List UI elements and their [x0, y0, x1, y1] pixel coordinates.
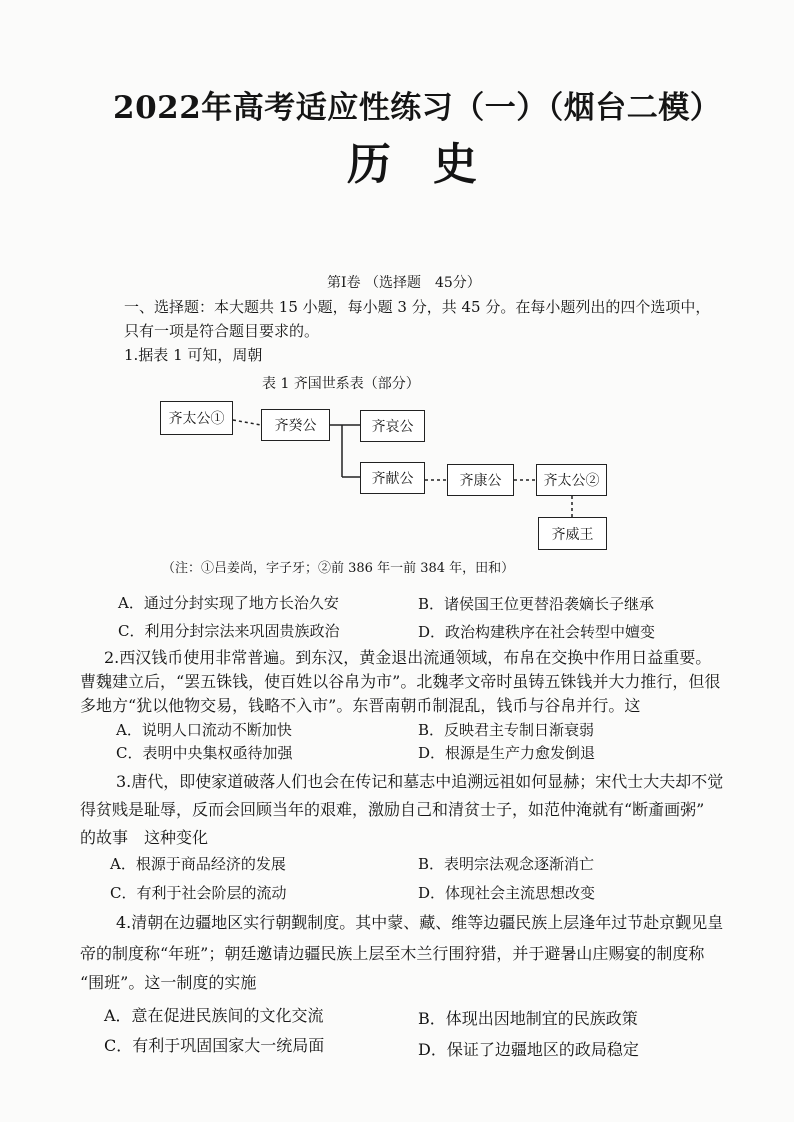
node-qi-kanggong: 齐康公: [447, 464, 514, 496]
q4-option-d: D．保证了边疆地区的政局稳定: [418, 1040, 639, 1059]
q4-line-2: 帝的制度称“年班”；朝廷邀请边疆民族上层至木兰行围狩猎，并于避暑山庄赐宴的制度称: [80, 944, 705, 963]
q1-note: （注：①吕姜尚，字子牙；②前 386 年一前 384 年，田和）: [162, 561, 515, 576]
q4-line-3: “围班”。这一制度的实施: [80, 973, 257, 992]
node-qi-xiangong: 齐献公: [360, 462, 425, 494]
instructions-line-2: 只有一项是符合题目要求的。: [124, 322, 320, 340]
q4-option-b: B．体现出因地制宜的民族政策: [418, 1009, 638, 1028]
node-qi-taigong-1: 齐太公①: [160, 401, 233, 435]
q2-option-a: A．说明人口流动不断加快: [116, 721, 292, 739]
q4-option-c: C．有利于巩固国家大一统局面: [104, 1036, 325, 1055]
q1-option-d: D．政治构建秩序在社会转型中嬗变: [418, 623, 656, 641]
q4-line-1: 4.清朝在边疆地区实行朝觐制度。其中蒙、藏、维等边疆民族上层逢年过节赴京觐见皇: [116, 913, 724, 932]
q3-option-a: A．根源于商品经济的发展: [110, 855, 286, 873]
q2-option-b: B．反映君主专制日渐衰弱: [418, 721, 595, 739]
instructions-line-1: 一、选择题：本大题共 15 小题，每小题 3 分，共 45 分。在每小题列出的四个选项中，: [124, 298, 711, 316]
q1-option-a: A．通过分封实现了地方长治久安: [118, 594, 339, 612]
q2-option-d: D．根源是生产力愈发倒退: [418, 744, 596, 762]
volume-heading: 第Ⅰ卷 （选择题 45分）: [327, 275, 481, 291]
node-qi-aigong: 齐哀公: [360, 410, 425, 442]
q1-table-title: 表 1 齐国世系表（部分）: [262, 376, 420, 392]
q3-option-b: B．表明宗法观念逐渐消亡: [418, 855, 595, 873]
q3-line-2: 得贫贱是耻辱，反而会回顾当年的艰难，激励自己和清贫士子，如范仲淹就有“断齑画粥”: [80, 800, 705, 819]
q2-line-1: 2.西汉钱币使用非常普遍。到东汉，黄金退出流通领域，布帛在交换中作用日益重要。: [104, 648, 712, 667]
q2-line-3: 多地方“犹以他物交易，钱略不入市”。东晋南朝币制混乱，钱币与谷帛并行。这: [80, 696, 641, 715]
q1-option-c: C．利用分封宗法来巩固贵族政治: [118, 622, 340, 640]
node-qi-guigong: 齐癸公: [261, 409, 330, 441]
q2-option-c: C．表明中央集权亟待加强: [116, 744, 293, 762]
q3-option-c: C．有利于社会阶层的流动: [110, 884, 287, 902]
q4-option-a: A．意在促进民族间的文化交流: [104, 1006, 324, 1025]
q2-line-2: 曹魏建立后，“罢五铢钱，使百姓以谷帛为市”。北魏孝文帝时虽铸五铢钱并大力推行，但很: [80, 672, 721, 691]
q1-stem: 1.据表 1 可知，周朝: [124, 346, 263, 364]
subject-title: 历史: [347, 139, 519, 190]
q3-line-3: 的故事 这种变化: [80, 828, 209, 847]
q1-option-b: B．诸侯国王位更替沿袭嫡长子继承: [418, 595, 655, 613]
exam-title: 2022年高考适应性练习（一）（烟台二模）: [113, 90, 722, 126]
q3-option-d: D．体现社会主流思想改变: [418, 884, 596, 902]
q3-line-1: 3.唐代，即使家道破落人们也会在传记和墓志中追溯远祖如何显赫；宋代士大夫却不觉: [116, 772, 724, 791]
node-qi-weiwang: 齐威王: [538, 517, 607, 550]
node-qi-taigong-2: 齐太公②: [536, 464, 607, 496]
